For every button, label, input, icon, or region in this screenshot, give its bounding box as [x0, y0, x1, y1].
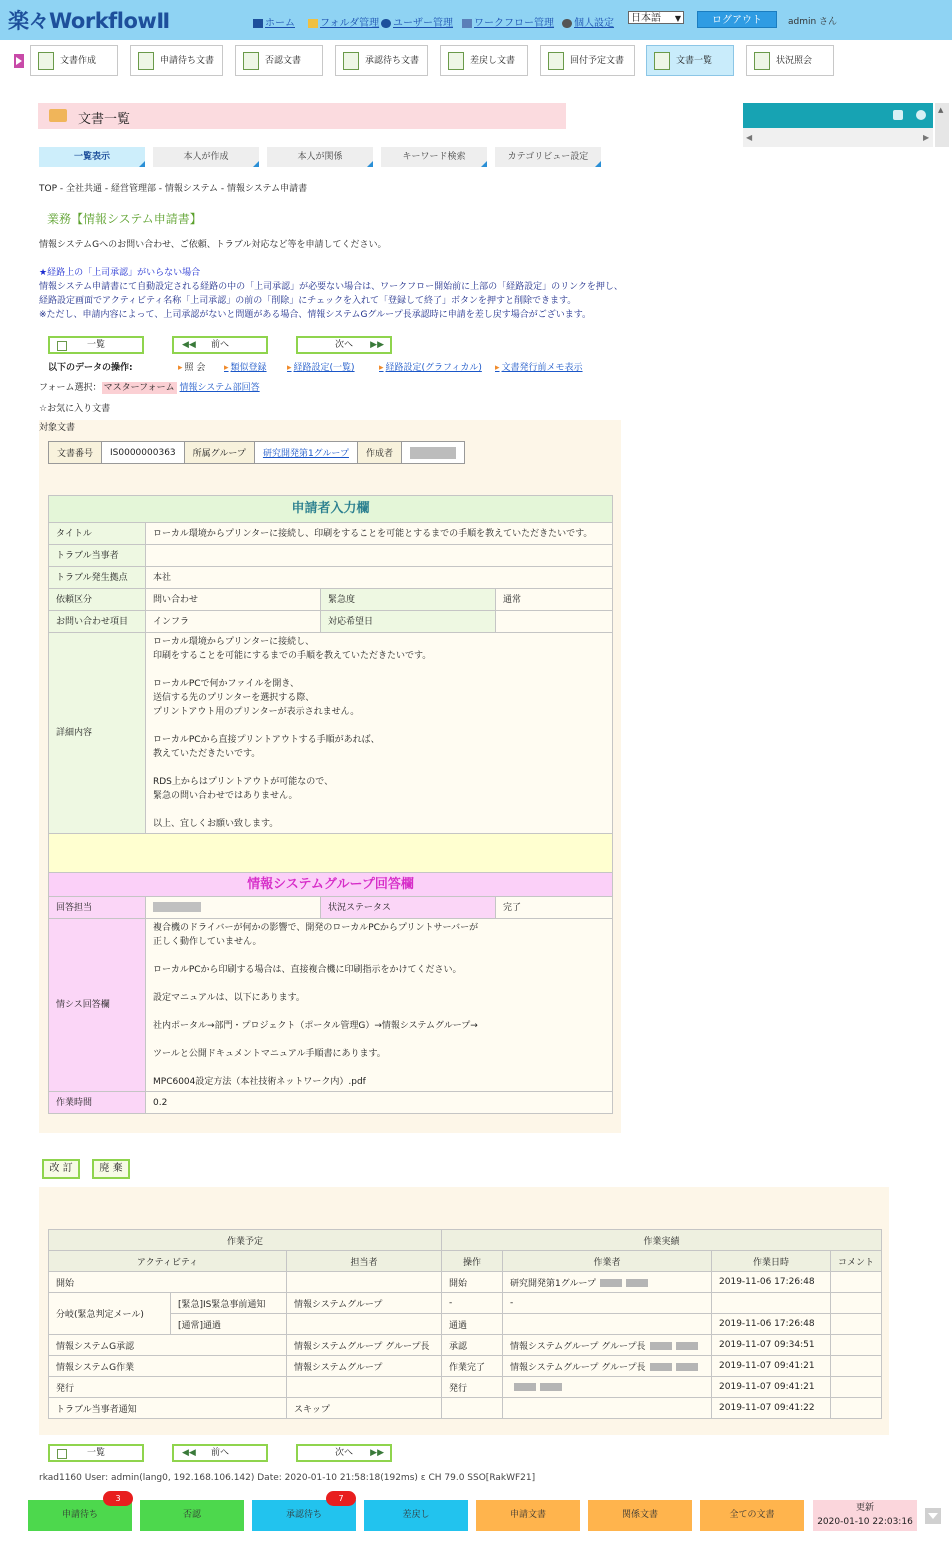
- route-comment: [831, 1356, 882, 1377]
- urg-value: 通常: [496, 589, 613, 611]
- favorite-doc[interactable]: ☆お気に入り文書: [39, 404, 111, 414]
- route-sub-activity: [緊急]IS緊急事前通知: [171, 1293, 287, 1314]
- discard-button[interactable]: 廃 棄: [92, 1159, 130, 1179]
- route-actual-header: 作業実績: [442, 1230, 882, 1251]
- list-icon: [57, 341, 67, 351]
- toolbar-doclist-button[interactable]: 文書一覧: [646, 45, 734, 76]
- route-date: 2019-11-07 09:41:22: [712, 1398, 831, 1419]
- due-label: 対応希望日: [321, 611, 496, 633]
- worker-avatar: [676, 1342, 698, 1350]
- toolbar-pending-button[interactable]: 申請待ち文書: [130, 45, 223, 76]
- toolbar-circulation-button[interactable]: 回付予定文書: [540, 45, 635, 76]
- route-activity: 発行: [49, 1377, 287, 1398]
- doc-no: IS0000000363: [102, 442, 185, 464]
- req-label: 依頼区分: [49, 589, 146, 611]
- route-activity: 開始: [49, 1272, 287, 1293]
- next-button[interactable]: 次へ ▶▶: [296, 336, 392, 354]
- applicant-spacer: [49, 834, 613, 873]
- urg-label: 緊急度: [321, 589, 496, 611]
- page-title-bar: [38, 103, 566, 129]
- toolbar-rejected-button[interactable]: 否認文書: [235, 45, 323, 76]
- scroll-left-icon[interactable]: ◀: [746, 133, 753, 142]
- prev-button[interactable]: ◀◀ 前へ: [172, 1444, 268, 1462]
- route-worker: 研究開発第1グループ: [503, 1272, 712, 1293]
- route-op: -: [442, 1293, 503, 1314]
- language-select[interactable]: 日本語 ▼: [628, 11, 684, 24]
- collapse-bar-icon[interactable]: [925, 1508, 941, 1524]
- description-line: 情報システム申請書にて自動設定される経路の中の「上司承認」が必要ない場合は、ワークフロー開始前に上部の「経路設定」のリンクを押し、: [39, 282, 623, 292]
- route-row: [49, 1356, 882, 1377]
- applicant-table: [48, 495, 613, 1114]
- nav-workflow-link[interactable]: ワークフロー管理: [462, 14, 554, 29]
- scroll-right-icon[interactable]: ▶: [923, 133, 930, 142]
- logout-button[interactable]: ログアウト: [697, 11, 777, 28]
- route-sub-activity: [通常]通過: [171, 1314, 287, 1335]
- route-person: 情報システムグループ グループ長: [287, 1335, 442, 1356]
- time-label: 作業時間: [49, 1092, 146, 1114]
- page-title: 文書一覧: [78, 112, 131, 127]
- chevron-down-icon: ▼: [674, 14, 681, 23]
- doclist-icon: [654, 52, 670, 70]
- update-button[interactable]: [813, 1500, 917, 1531]
- route-comment: [831, 1272, 882, 1293]
- rejected-doc-icon: [243, 52, 259, 70]
- home-icon: [253, 19, 263, 28]
- toolbar-toggle-icon[interactable]: [14, 54, 24, 68]
- route-person-header: 担当者: [287, 1251, 442, 1272]
- op-route-graphical-link[interactable]: ▸ 経路設定(グラフィカル): [379, 360, 482, 373]
- worker-avatar: [676, 1363, 698, 1371]
- description-line: ★経路上の「上司承認」がいらない場合: [39, 268, 201, 278]
- title-label: タイトル: [49, 523, 146, 545]
- route-worker-header: 作業者: [503, 1251, 712, 1272]
- prev-icon: ◀◀: [182, 340, 196, 350]
- list-button[interactable]: 一覧: [48, 1444, 144, 1462]
- user-name: admin さん: [788, 17, 838, 27]
- target-doc-label: 対象文書: [39, 423, 76, 433]
- side-panel-header: [743, 103, 933, 128]
- author-label: 作成者: [357, 442, 401, 464]
- bottom-all-button[interactable]: 全ての文書: [700, 1500, 804, 1531]
- tab-list-view[interactable]: 一覧表示: [39, 147, 145, 167]
- toolbar-approval-button[interactable]: 承認待ち文書: [335, 45, 428, 76]
- app-logo[interactable]: 楽々WorkflowⅡ: [8, 9, 170, 33]
- group-link[interactable]: 研究開発第1グループ: [262, 449, 349, 459]
- prev-icon: ◀◀: [182, 1448, 196, 1458]
- worker-avatar: [514, 1383, 536, 1391]
- nav-home-link[interactable]: ホーム: [253, 14, 295, 29]
- item-value: インフラ: [146, 611, 321, 633]
- route-row: [49, 1293, 882, 1314]
- form-alt-link[interactable]: 情報システム部回答: [179, 383, 260, 393]
- route-table: [48, 1229, 882, 1419]
- route-person: [287, 1377, 442, 1398]
- description-line: ※ただし、申請内容によって、上司承認がないと問題がある場合、情報システムGグループ長承認時に申請を差し戻す場合がございます。: [39, 310, 591, 320]
- nav-personal-link[interactable]: 個人設定: [562, 14, 614, 29]
- route-activity: 分岐(緊急判定メール): [49, 1293, 171, 1335]
- route-date: [712, 1293, 831, 1314]
- detail-label: 詳細内容: [49, 633, 146, 834]
- route-row: [49, 1335, 882, 1356]
- bottom-related-button[interactable]: 関係文書: [588, 1500, 692, 1531]
- update-time: 2020-01-10 22:03:16: [817, 1517, 913, 1527]
- worker-avatar: [650, 1363, 672, 1371]
- business-title: 業務【情報システム申請書】: [47, 212, 202, 226]
- toolbar-returned-button[interactable]: 差戻し文書: [440, 45, 528, 76]
- route-date: 2019-11-07 09:41:21: [712, 1356, 831, 1377]
- time-value: 0.2: [146, 1092, 613, 1114]
- status-label: 状況ステータス: [321, 897, 496, 919]
- route-person: 情報システムグループ: [287, 1356, 442, 1377]
- route-date: 2019-11-07 09:41:21: [712, 1377, 831, 1398]
- staff-avatar: [153, 902, 201, 912]
- bottom-rejected-button[interactable]: 否認: [140, 1500, 244, 1531]
- author-avatar: [410, 447, 456, 459]
- route-date: 2019-11-06 17:26:48: [712, 1314, 831, 1335]
- route-worker: 情報システムグループ グループ長: [503, 1356, 712, 1377]
- prev-button[interactable]: ◀◀ 前へ: [172, 336, 268, 354]
- bottom-approval-button[interactable]: 承認待ち: [252, 1500, 356, 1531]
- tab-related-to-me[interactable]: 本人が関係: [267, 147, 373, 167]
- group-label: 所属グループ: [184, 442, 254, 464]
- edit-icon[interactable]: [893, 110, 903, 120]
- route-date-header: 作業日時: [712, 1251, 831, 1272]
- route-date: 2019-11-07 09:34:51: [712, 1335, 831, 1356]
- tab-created-by-me[interactable]: 本人が作成: [153, 147, 259, 167]
- next-icon: ▶▶: [370, 1448, 384, 1458]
- title-value: ローカル環境からプリンターに接続し、印刷をすることを可能とするまでの手順を教えていただきたいです。: [146, 523, 613, 545]
- op-view-link[interactable]: ▸ 照 会: [178, 360, 205, 373]
- vertical-scrollbar[interactable]: [935, 103, 949, 147]
- bottom-returned-button[interactable]: 差戻し: [364, 1500, 468, 1531]
- bottom-pending-button[interactable]: 申請待ち: [28, 1500, 132, 1531]
- route-row: [49, 1272, 882, 1293]
- user-icon: [381, 19, 391, 28]
- party-value: [146, 545, 613, 567]
- pending-count-badge: 3: [103, 1491, 133, 1506]
- form-select: フォーム選択： マスターフォーム 情報システム部回答: [39, 383, 260, 393]
- route-activity: 情報システムG作業: [49, 1356, 287, 1377]
- route-date: 2019-11-06 17:26:48: [712, 1272, 831, 1293]
- nav-folder-link[interactable]: フォルダ管理: [308, 14, 379, 29]
- doc-no-label: 文書番号: [49, 442, 102, 464]
- worker-avatar: [600, 1279, 622, 1287]
- description-line: 経路設定画面でアクティビティ名称「上司承認」の前の「削除」にチェックを入れて「登録して終了」ボタンを押すと削除できます。: [39, 296, 577, 306]
- route-op: [442, 1398, 503, 1419]
- route-op: 通過: [442, 1314, 503, 1335]
- toolbar-create-button[interactable]: 文書作成: [30, 45, 118, 76]
- route-op-header: 操作: [442, 1251, 503, 1272]
- route-comment: [831, 1293, 882, 1314]
- favorite-icon: ☆: [39, 404, 48, 414]
- route-row: [49, 1314, 882, 1335]
- item-label: お問い合わせ項目: [49, 611, 146, 633]
- breadcrumb: TOP - 全社共通 - 経営管理部 - 情報システム - 情報システム申請書: [39, 184, 308, 194]
- site-label: トラブル発生拠点: [49, 567, 146, 589]
- doc-meta-table: [48, 441, 465, 464]
- route-row: [49, 1377, 882, 1398]
- route-op: 発行: [442, 1377, 503, 1398]
- answer-body-value: 複合機のドライバーが何かの影響で、開発のローカルPCからプリントサーバーが 正しく動作していません。 ローカルPCから印刷する場合は、直接複合機に印刷指示をかけてください。 設定マニュアルは、以下にあります。 社内ポータル→部門・プロジェクト（ポータル管理G）→情報システムグループ→ ツールと公開ドキュメントマニュアル手順書にあります。 MPC6004設定方法（本社技術ネットワーク内）.pdf: [146, 919, 613, 1092]
- route-activity: 情報システムG承認: [49, 1335, 287, 1356]
- route-row: [49, 1398, 882, 1419]
- route-comment: [831, 1335, 882, 1356]
- form-master[interactable]: マスターフォーム: [103, 383, 175, 393]
- worker-avatar: [650, 1342, 672, 1350]
- folder-icon: [308, 19, 318, 28]
- next-icon: ▶▶: [370, 340, 384, 350]
- status-value: 完了: [496, 897, 613, 919]
- route-person: 情報システムグループ: [287, 1293, 442, 1314]
- op-memo-link[interactable]: ▸ 文書発行前メモ表示: [495, 360, 583, 373]
- list-icon: [57, 1449, 67, 1459]
- route-op: 作業完了: [442, 1356, 503, 1377]
- route-op: 開始: [442, 1272, 503, 1293]
- route-worker: [503, 1398, 712, 1419]
- next-button[interactable]: 次へ ▶▶: [296, 1444, 392, 1462]
- pending-doc-icon: [138, 52, 154, 70]
- footer-info: rkad1160 User: admin(lang0, 192.168.106.142) Date: 2020-01-10 21:58:18(192ms) ε CH 79.0 SSO[RakWF21]: [39, 1473, 536, 1483]
- gear-icon: [562, 19, 572, 28]
- doclist-icon: [49, 109, 67, 122]
- party-label: トラブル当事者: [49, 545, 146, 567]
- revise-button[interactable]: 改 訂: [42, 1159, 80, 1179]
- route-worker: [503, 1314, 712, 1335]
- tab-category-view[interactable]: カテゴリビュー設定: [495, 147, 601, 167]
- route-person: [287, 1272, 442, 1293]
- route-comment: [831, 1377, 882, 1398]
- staff-label: 回答担当: [49, 897, 146, 919]
- route-activity: トラブル当事者通知: [49, 1398, 287, 1419]
- nav-user-link[interactable]: ユーザー管理: [381, 14, 453, 29]
- due-value: [496, 611, 613, 633]
- approval-count-badge: 7: [326, 1491, 356, 1506]
- route-person: [287, 1314, 442, 1335]
- op-route-list-link[interactable]: ▸ 経路設定(一覧): [287, 360, 355, 373]
- route-plan-header: 作業予定: [49, 1230, 442, 1251]
- op-similar-link[interactable]: ▸ 類似登録: [224, 360, 267, 373]
- update-label: 更新: [855, 1503, 874, 1513]
- route-worker: [503, 1377, 712, 1398]
- ops-label: 以下のデータの操作:: [48, 363, 133, 373]
- tab-keyword-search[interactable]: キーワード検索: [381, 147, 487, 167]
- create-doc-icon: [38, 52, 54, 70]
- list-button[interactable]: 一覧: [48, 336, 144, 354]
- route-op: 承認: [442, 1335, 503, 1356]
- site-value: 本社: [146, 567, 613, 589]
- side-panel: [743, 103, 933, 147]
- route-worker: 情報システムグループ グループ長: [503, 1335, 712, 1356]
- description-line: 情報システムGへのお問い合わせ、ご依頼、トラブル対応など等を申請してください。: [39, 240, 387, 250]
- collapse-icon[interactable]: [916, 110, 926, 120]
- applicant-header: 申請者入力欄: [49, 496, 613, 523]
- route-person: スキップ: [287, 1398, 442, 1419]
- toolbar-status-button[interactable]: 状況照会: [746, 45, 834, 76]
- route-worker: -: [503, 1293, 712, 1314]
- circulation-doc-icon: [548, 52, 564, 70]
- status-icon: [754, 52, 770, 70]
- route-activity-header: アクティビティ: [49, 1251, 287, 1272]
- returned-doc-icon: [448, 52, 464, 70]
- app-header: [0, 0, 952, 40]
- req-value: 問い合わせ: [146, 589, 321, 611]
- detail-value: ローカル環境からプリンターに接続し、 印刷をすることを可能にするまでの手順を教えていただきたいです。 ローカルPCで何かファイルを開き、 送信する先のプリンターを選択する際、 プリントアウト用のプリンターが表示されません。 ローカルPCから直接プリントアウトする手順があれば、 教えていただきたいです。 RDS上からはプリントアウトが可能なので、 緊急の問い合わせではありません。 以上、宜しくお願い致します。: [146, 633, 613, 834]
- route-comment-header: コメント: [831, 1251, 882, 1272]
- workflow-icon: [462, 19, 472, 28]
- bottom-applied-button[interactable]: 申請文書: [476, 1500, 580, 1531]
- answer-body-label: 情シス回答欄: [49, 919, 146, 1092]
- worker-avatar: [626, 1279, 648, 1287]
- worker-avatar: [540, 1383, 562, 1391]
- route-comment: [831, 1314, 882, 1335]
- route-comment: [831, 1398, 882, 1419]
- approval-doc-icon: [343, 52, 359, 70]
- answer-header: 情報システムグループ回答欄: [49, 873, 613, 897]
